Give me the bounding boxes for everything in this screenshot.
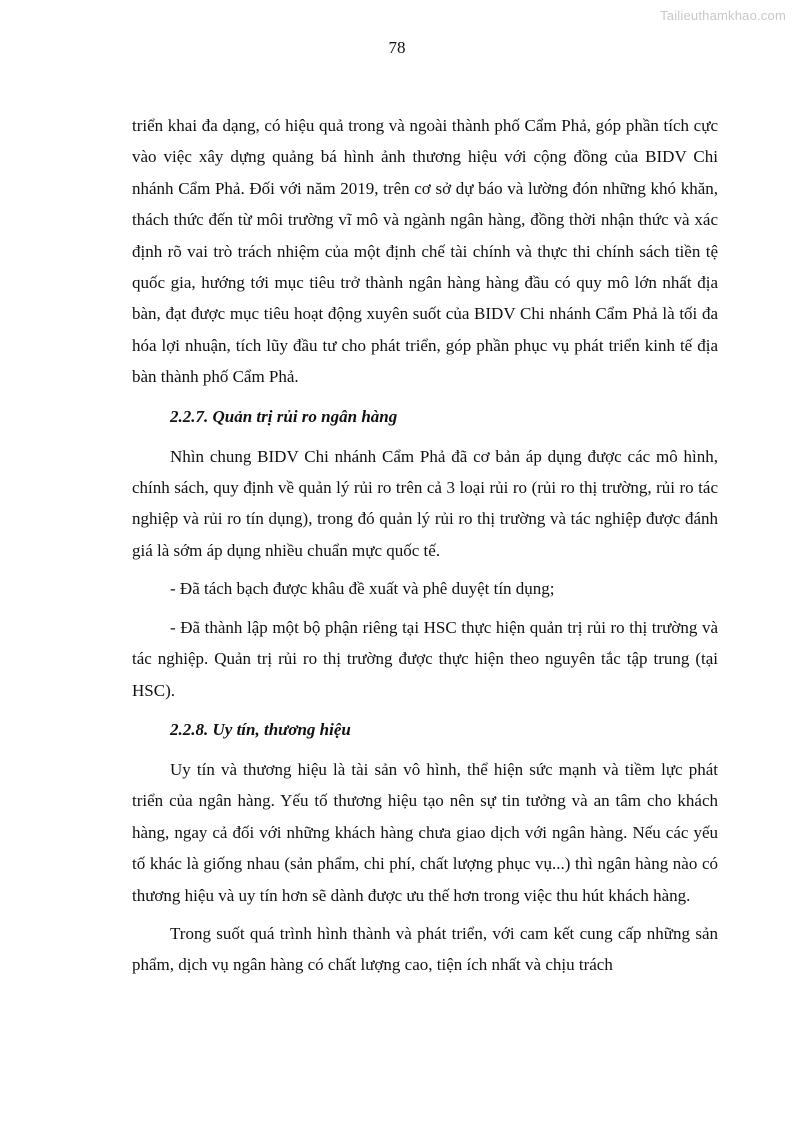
document-body [132, 110, 718, 988]
paragraph-risk-overview: Nhìn chung BIDV Chi nhánh Cẩm Phả đã cơ bản áp dụng được các mô hình, chính sách, quy định về quản lý rủi ro trên cả 3 loại rủi ro (rủi ro thị trường, rủi ro tác nghiệp và rủi ro tín dụng), trong đó quản lý rủi ro thị trường và tác nghiệp được đánh giá là sớm áp dụng nhiều chuẩn mực quốc tế. [132, 446, 718, 560]
watermark-text: Tailieuthamkhao.com [660, 8, 786, 23]
paragraph-commitment: Trong suốt quá trình hình thành và phát triển, với cam kết cung cấp những sản phẩm, dịch vụ ngân hàng có chất lượng cao, tiện ích nhất và chịu trách [132, 923, 718, 975]
bullet-item-hsc-unit: - Đã thành lập một bộ phận riêng tại HSC thực hiện quản trị rủi ro thị trường và tác nghiệp. Quản trị rủi ro thị trường được thực hiện theo nguyên tắc tập trung (tại HSC). [132, 617, 718, 700]
section-heading-reputation-brand: 2.2.8. Uy tín, thương hiệu [170, 719, 351, 739]
bullet-item-separation: - Đã tách bạch được khâu đề xuất và phê duyệt tín dụng; [170, 579, 555, 599]
page-number: 78 [388, 38, 406, 57]
paragraph-brand-value: Uy tín và thương hiệu là tài sản vô hình, thể hiện sức mạnh và tiềm lực phát triển của ngân hàng. Yếu tố thương hiệu tạo nên sự tin tưởng và an tâm cho khách hàng, ngay cả đối với những khách hàng chưa giao dịch với ngân hàng. Nếu các yếu tố khác là giống nhau (sản phẩm, chi phí, chất lượng phục vụ...) thì ngân hàng nào có thương hiệu và uy tín hơn sẽ dành được ưu thế hơn trong việc thu hút khách hàng. [132, 759, 718, 905]
paragraph-intro: triển khai đa dạng, có hiệu quả trong và ngoài thành phố Cẩm Phả, góp phần tích cực vào việc xây dựng quảng bá hình ảnh thương hiệu với cộng đồng của BIDV Chi nhánh Cẩm Phả. Đối với năm 2019, trên cơ sở dự báo và lường đón những khó khăn, thách thức đến từ môi trường vĩ mô và ngành ngân hàng, đồng thời nhận thức và xác định rõ vai trò trách nhiệm của một định chế tài chính và thực thi chính sách tiền tệ quốc gia, hướng tới mục tiêu trở thành ngân hàng hàng đầu có quy mô lớn nhất địa bàn, đạt được mục tiêu hoạt động xuyên suốt của BIDV Chi nhánh Cẩm Phả là tối đa hóa lợi nhuận, tích lũy đầu tư cho phát triển, góp phần phục vụ phát triển kinh tế địa bàn thành phố Cẩm Phả. [132, 116, 718, 387]
section-heading-risk-management: 2.2.7. Quản trị rủi ro ngân hàng [170, 406, 398, 426]
